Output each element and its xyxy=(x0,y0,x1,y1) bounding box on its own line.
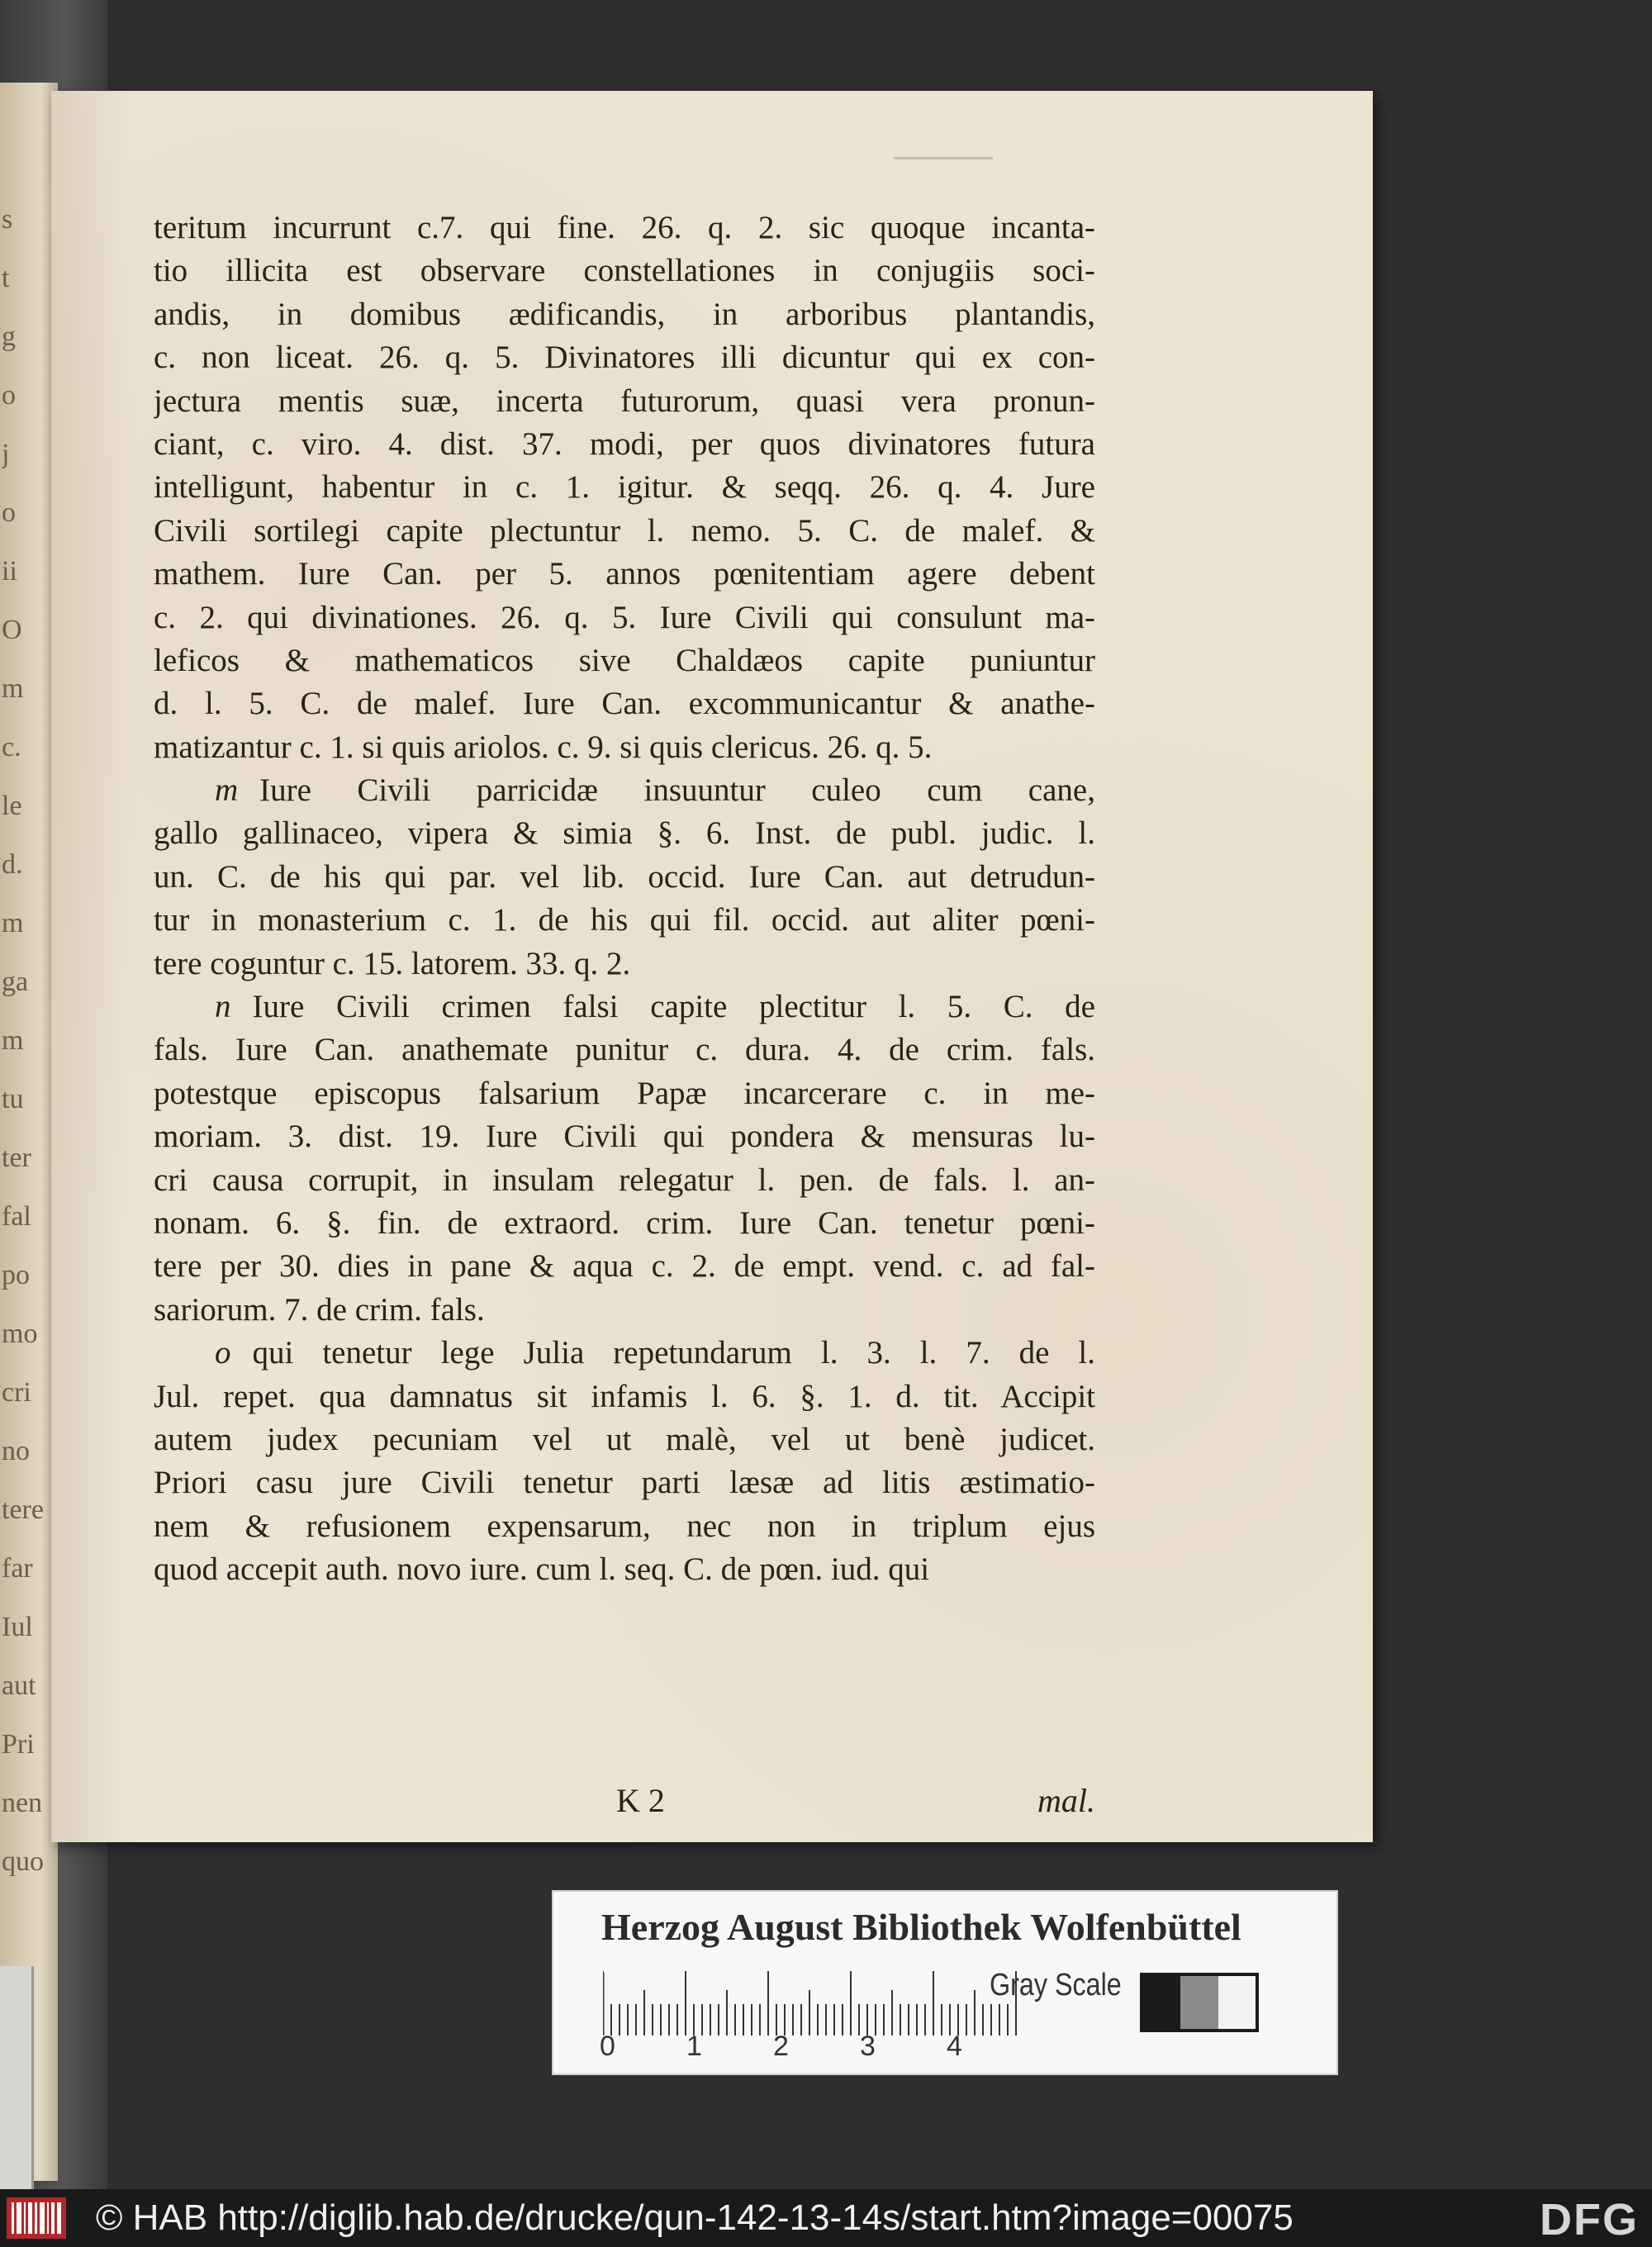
previous-page-fragment: Iul xyxy=(2,1612,33,1642)
text-line xyxy=(154,1332,1095,1375)
text-line-content: potestque episcopus falsarium Papæ incarcerare c. in me- xyxy=(154,1075,1095,1111)
previous-page-fragment: m xyxy=(2,1025,24,1056)
scanned-book-page xyxy=(51,91,1373,1842)
text-line-content: autem judex pecuniam vel ut malè, vel ut benè judicet. xyxy=(154,1421,1095,1457)
text-line xyxy=(154,466,1095,509)
text-line-content: mathem. Iure Can. per 5. annos pœnitentiam agere debent xyxy=(154,556,1095,592)
barcode-icon xyxy=(7,2197,66,2239)
text-line xyxy=(154,1202,1095,1245)
text-line-content: gallo gallinaceo, vipera & simia §. 6. Inst. de publ. judic. l. xyxy=(154,815,1095,852)
catchword: mal. xyxy=(1037,1782,1095,1819)
text-line xyxy=(154,1548,1095,1591)
text-line-content: quod accepit auth. novo iure. cum l. seq. C. de pœn. iud. qui xyxy=(154,1551,930,1588)
text-line-content: nonam. 6. §. fin. de extraord. crim. Iure Can. tenetur pœni- xyxy=(154,1204,1095,1241)
text-line-content: tur in monasterium c. 1. de his qui fil. occid. aut aliter pœni- xyxy=(154,902,1095,938)
previous-page-fragment: ga xyxy=(2,967,29,997)
dfg-logo: DFG xyxy=(1540,2195,1639,2245)
text-line-content: Iure Civili parricidæ insuuntur culeo cum cane, xyxy=(259,772,1095,809)
text-line xyxy=(154,1461,1095,1504)
previous-page-fragment: tere xyxy=(2,1494,44,1525)
text-line-content: un. C. de his qui par. vel lib. occid. Iure Can. aut detrudun- xyxy=(154,858,1095,895)
previous-page-fragment: le xyxy=(2,791,22,821)
ruler-number: 1 xyxy=(686,2031,702,2062)
text-line xyxy=(154,423,1095,466)
text-line-content: Civili sortilegi capite plectuntur l. nemo. 5. C. de malef. & xyxy=(154,512,1095,549)
text-line-content: intelligunt, habentur in c. 1. igitur. & seqq. 26. q. 4. Jure xyxy=(154,469,1095,506)
previous-page-fragment: no xyxy=(2,1436,30,1466)
text-line-content: d. l. 5. C. de malef. Iure Can. excommunicantur & anathe- xyxy=(154,686,1095,722)
previous-page-fragment: j xyxy=(2,439,10,469)
note-marker: o xyxy=(215,1335,231,1371)
text-line-content: qui tenetur lege Julia repetundarum l. 3. l. 7. de l. xyxy=(252,1335,1095,1371)
previous-page-fragment: fal xyxy=(2,1201,31,1232)
text-line xyxy=(154,1159,1095,1202)
previous-page-fragment: c. xyxy=(2,732,21,762)
text-line-content: Priori casu jure Civili tenetur parti læsæ ad litis æstimatio- xyxy=(154,1465,1095,1501)
text-line xyxy=(154,293,1095,336)
previous-page-fragment: m xyxy=(2,908,24,938)
text-line-content: sariorum. 7. de crim. fals. xyxy=(154,1291,485,1328)
text-line xyxy=(154,1289,1095,1332)
previous-page-edge xyxy=(0,83,58,2181)
page-text-block xyxy=(154,207,1095,1592)
previous-page-fragment: tu xyxy=(2,1084,24,1114)
previous-page-fragment: mo xyxy=(2,1318,38,1349)
gray-scale-label: Gray Scale xyxy=(990,1968,1122,2002)
text-line-content: c. non liceat. 26. q. 5. Divinatores illi dicuntur qui ex con- xyxy=(154,340,1095,376)
text-line-content: ciant, c. viro. 4. dist. 37. modi, per quos divinatores futura xyxy=(154,425,1095,462)
library-title: Herzog August Bibliothek Wolfenbüttel xyxy=(601,1906,1241,1948)
ruler-number: 2 xyxy=(773,2031,789,2062)
text-line xyxy=(154,769,1095,812)
ruler-number: 0 xyxy=(600,2031,615,2062)
previous-page-fragment: s xyxy=(2,204,13,235)
text-line-content: moriam. 3. dist. 19. Iure Civili qui pondera & mensuras lu- xyxy=(154,1119,1095,1155)
text-line xyxy=(154,1505,1095,1548)
text-line xyxy=(154,249,1095,292)
text-line-content: jectura mentis suæ, incerta futurorum, quasi vera pronun- xyxy=(154,382,1095,419)
previous-page-fragment: aut xyxy=(2,1670,36,1701)
text-line xyxy=(154,596,1095,639)
previous-page-fragment: o xyxy=(2,380,16,411)
text-line-content: andis, in domibus ædificandis, in arboribus plantandis, xyxy=(154,296,1095,332)
text-line xyxy=(154,1028,1095,1071)
previous-page-fragment: ii xyxy=(2,556,17,587)
previous-page-fragment: g xyxy=(2,321,16,352)
gray-swatch xyxy=(1143,1976,1180,2029)
previous-page-fragment: nen xyxy=(2,1788,43,1818)
text-line-content: cri causa corrupit, in insulam relegatur l. pen. de fals. l. an- xyxy=(154,1162,1095,1198)
text-line-content: Jul. repet. qua damnatus sit infamis l. 6. §. 1. d. tit. Accipit xyxy=(154,1378,1095,1414)
text-line xyxy=(154,380,1095,423)
previous-page-fragment: ter xyxy=(2,1143,31,1173)
gray-swatch xyxy=(1180,1976,1218,2029)
text-line xyxy=(154,1072,1095,1115)
text-line xyxy=(154,336,1095,379)
text-line xyxy=(154,943,1095,986)
text-line xyxy=(154,1418,1095,1461)
previous-page-fragment: o xyxy=(2,497,16,528)
text-line-content: tere per 30. dies in pane & aqua c. 2. de empt. vend. c. ad fal- xyxy=(154,1248,1095,1285)
gray-scale-swatches xyxy=(1140,1973,1259,2032)
ruler-number: 3 xyxy=(860,2031,876,2062)
text-line-content: Iure Civili crimen falsi capite plectitur l. 5. C. de xyxy=(252,989,1095,1025)
previous-page-fragment: po xyxy=(2,1260,30,1290)
previous-page-fragment: O xyxy=(2,615,22,645)
viewer-footer-bar xyxy=(0,2189,1652,2247)
text-line xyxy=(154,726,1095,769)
text-line-content: tere coguntur c. 15. latorem. 33. q. 2. xyxy=(154,945,631,981)
previous-page-fragment: Pri xyxy=(2,1729,35,1760)
text-line xyxy=(154,986,1095,1028)
text-line-content: teritum incurrunt c.7. qui fine. 26. q. 2. sic quoque incanta- xyxy=(154,210,1095,245)
text-line xyxy=(154,553,1095,596)
signature-mark: K 2 xyxy=(616,1782,665,1819)
copyright-url-text: © HAB http://diglib.hab.de/drucke/qun-142-13-14s/start.htm?image=00075 xyxy=(96,2197,1294,2238)
gray-swatch xyxy=(1218,1976,1256,2029)
text-line-content: c. 2. qui divinationes. 26. q. 5. Iure Civili qui consulunt ma- xyxy=(154,599,1095,635)
text-line xyxy=(154,682,1095,725)
ruler-number: 4 xyxy=(947,2031,962,2062)
text-line-content: tio illicita est observare constellationes in conjugiis soci- xyxy=(154,253,1095,289)
text-line-content: matizantur c. 1. si quis ariolos. c. 9. si quis clericus. 26. q. 5. xyxy=(154,729,933,765)
previous-page-fragment: far xyxy=(2,1553,33,1584)
text-line-content: fals. Iure Can. anathemate punitur c. dura. 4. de crim. fals. xyxy=(154,1032,1095,1068)
text-line xyxy=(154,899,1095,942)
text-line-content: nem & refusionem expensarum, nec non in triplum ejus xyxy=(154,1508,1095,1544)
previous-page-fragment: m xyxy=(2,673,24,704)
previous-page-fragment: t xyxy=(2,263,10,293)
text-line xyxy=(154,856,1095,899)
ruler-numbers xyxy=(600,2031,1062,2064)
previous-page-fragment: cri xyxy=(2,1377,31,1408)
book-spine-edge xyxy=(0,1966,34,2189)
note-marker: n xyxy=(215,989,231,1025)
text-line xyxy=(154,207,1095,249)
text-line xyxy=(154,1375,1095,1418)
ruler-icon xyxy=(603,1971,1032,2037)
note-marker: m xyxy=(215,772,239,809)
text-line xyxy=(154,812,1095,855)
text-line xyxy=(154,1115,1095,1158)
library-color-card xyxy=(552,1890,1338,2075)
text-line xyxy=(154,510,1095,553)
previous-page-fragment: quo xyxy=(2,1846,44,1877)
text-line-content: leficos & mathematicos sive Chaldæos capite puniuntur xyxy=(154,642,1095,678)
text-line xyxy=(154,639,1095,682)
text-line xyxy=(154,1245,1095,1288)
previous-page-fragment: d. xyxy=(2,849,23,880)
page-mark xyxy=(894,157,993,159)
